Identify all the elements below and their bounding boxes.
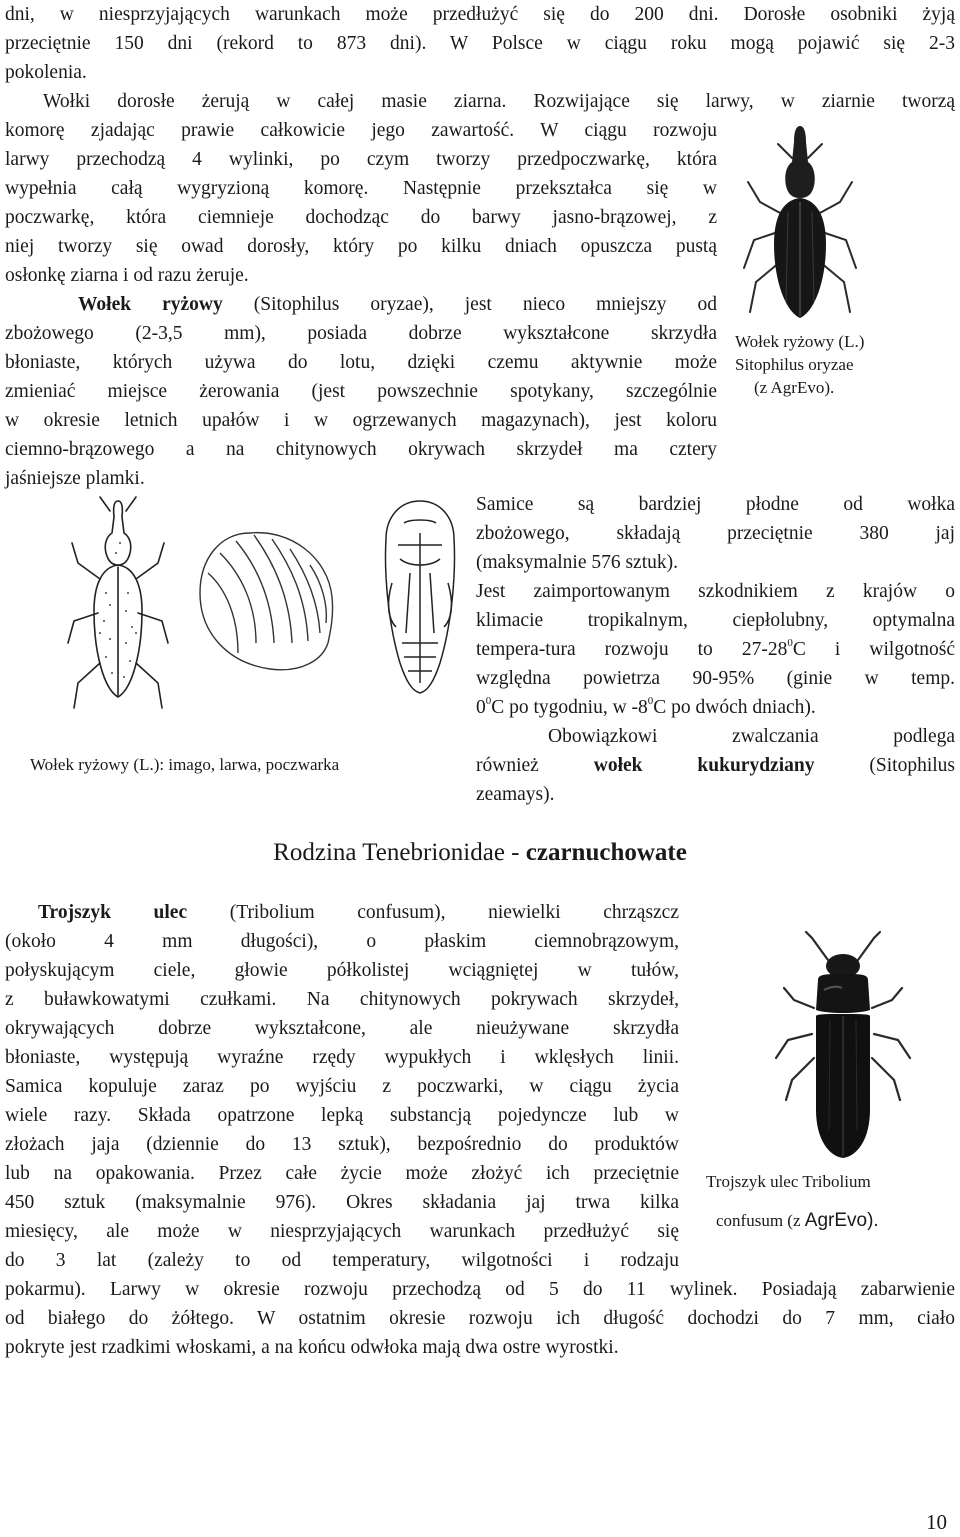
text-line: ciemno-brązowego a na chitynowych okrywach skrzydeł ma cztery [5, 439, 717, 460]
tribolium-first-line: Trojszyk ulec (Tribolium confusum), niewielki chrząszcz [38, 902, 679, 923]
text-line: błoniaste, występują wyraźne rzędy wypukłych i wklęsłych linii. [5, 1047, 679, 1068]
temperature-line: tempera-tura rozwoju to $27-28^0C$ i wilgotność [476, 637, 955, 660]
caption-line: Sitophilus oryzae [735, 355, 854, 374]
text-line: dni, w niesprzyjających warunkach może przedłużyć się do 200 dni. Dorosłe osobniki żyją [5, 4, 955, 25]
text-line: wypełnia całą wygryzioną komorę. Następnie przekształca się w [5, 178, 717, 199]
maize-weevil-line: również wołek kukurydziany (Sitophilus [476, 755, 955, 776]
text-line: komorę zjadając prawie całkowicie jego zawartość. W ciągu rozwoju [5, 120, 717, 141]
weevil-stages-drawing [60, 493, 460, 753]
page-number: 10 [926, 1510, 947, 1534]
text-line: Samica kopuluje zaraz po wyjściu z poczwarki, w ciągu życia [5, 1076, 679, 1097]
text-line: z buławkowatymi czułkami. Na chitynowych pokrywach skrzydeł, [5, 989, 679, 1010]
text-line: zmieniać miejsce żerowania (jest powszechnie spotykany, szczególnie [5, 381, 717, 402]
text-line: okrywających dobrze wykształcone, ale nieużywane skrzydła [5, 1018, 679, 1039]
text-line: miesięcy, ale może w niesprzyjających warunkach przedłużyć się [5, 1221, 679, 1242]
text-line: błoniaste, których używa do lotu, dzięki czemu aktywnie może [5, 352, 717, 373]
text-line: larwy przechodzą 4 wylinki, po czym tworzy przedpoczwarkę, która [5, 149, 717, 170]
text-line: pokryte jest rzadkimi włoskami, a na końcu odwłoka mają dwa ostre wyrostki. [5, 1337, 619, 1358]
rice-weevil-photo [730, 122, 870, 327]
text-line: osłonkę ziarna i od razu żeruje. [5, 265, 249, 286]
text-line: od białego do żółtego. W ostatnim okresie rozwoju ich długość dochodzi do 7 mm, ciało [5, 1308, 955, 1329]
text-line: w okresie letnich upałów i w ogrzewanych magazynach), jest koloru [5, 410, 717, 431]
text-line: wiele razy. Składa opatrzone lepką substancją pojedyncze lub w [5, 1105, 679, 1126]
text-line: niej tworzy się owad dorosły, który po kilku dniach opuszcza pustą [5, 236, 717, 257]
text-line: Wołki dorosłe żerują w całej masie ziarna. Rozwijające się larwy, w ziarnie tworzą [43, 91, 955, 112]
text-line: klimacie tropikalnym, ciepłolubny, optymalna [476, 610, 955, 631]
tribolium-beetle-photo [768, 930, 918, 1165]
species-name-bold: Wołek ryżowy [78, 294, 223, 315]
text-line: (maksymalnie 576 sztuk). [476, 552, 678, 573]
text-line: Jest zaimportowanym szkodnikiem z krajów o [476, 581, 955, 602]
family-heading: Rodzina Tenebrionidae - czarnuchowate [273, 839, 687, 866]
text-line: lub na opakowania. Przez całe życie może złożyć ich przeciętnie [5, 1163, 679, 1184]
caption-tribolium-line2: confusum (z AgrEvo). [716, 1210, 879, 1231]
text-line: zbożowego, składają przeciętnie 380 jaj [476, 523, 955, 544]
text-line: złożach jaja (dziennie do 13 sztuk), bezpośrednio do produktów [5, 1134, 679, 1155]
caption-line: (z AgrEvo). [754, 378, 835, 397]
text-line: (około 4 mm długości), o płaskim ciemnobrązowym, [5, 931, 679, 952]
cold-line: $0^0C$ po tygodniu, w $-8^0C$ po dwóch dniach). [476, 695, 816, 718]
text-line: do 3 lat (zależy to od temperatury, wilgotności i rodzaju [5, 1250, 679, 1271]
text-line: Samice są bardziej płodne od wołka [476, 494, 955, 515]
text-line: połyskującym ciele, głowie półkolistej wciągniętej w tułów, [5, 960, 679, 981]
text-line: pokarmu). Larwy w okresie rozwoju przechodzą od 5 do 11 wylinek. Posiadają zabarwienie [5, 1279, 955, 1300]
species-name-bold: Trojszyk ulec [38, 902, 188, 923]
text-line: zeamays). [476, 784, 555, 805]
text-line: 450 sztuk (maksymalnie 976). Okres składania jaj trwa kilka [5, 1192, 679, 1213]
caption-stages: Wołek ryżowy (L.): imago, larwa, poczwarka [30, 755, 340, 774]
text-line: pokolenia. [5, 62, 87, 83]
text-line: poczwarkę, która ciemnieje dochodząc do barwy jasno-brązowej, z [5, 207, 717, 228]
caption-line: Trojszyk ulec Tribolium [706, 1172, 871, 1191]
text-line: zbożowego (2-3,5 mm), posiada dobrze wykształcone skrzydła [5, 323, 717, 344]
sitophilus-first-line: Wołek ryżowy (Sitophilus oryzae), jest nieco mniejszy od [78, 294, 718, 315]
text-line: Obowiązkowi zwalczania podlega [548, 726, 955, 747]
text-line: przeciętnie 150 dni (rekord to 873 dni). W Polsce w ciągu roku mogą pojawić się 2-3 [5, 33, 955, 54]
caption-line: Wołek ryżowy (L.) [735, 332, 865, 351]
text-line: względna powietrza 90-95% (ginie w temp. [476, 668, 955, 689]
text-line: jaśniejsze plamki. [5, 468, 145, 489]
